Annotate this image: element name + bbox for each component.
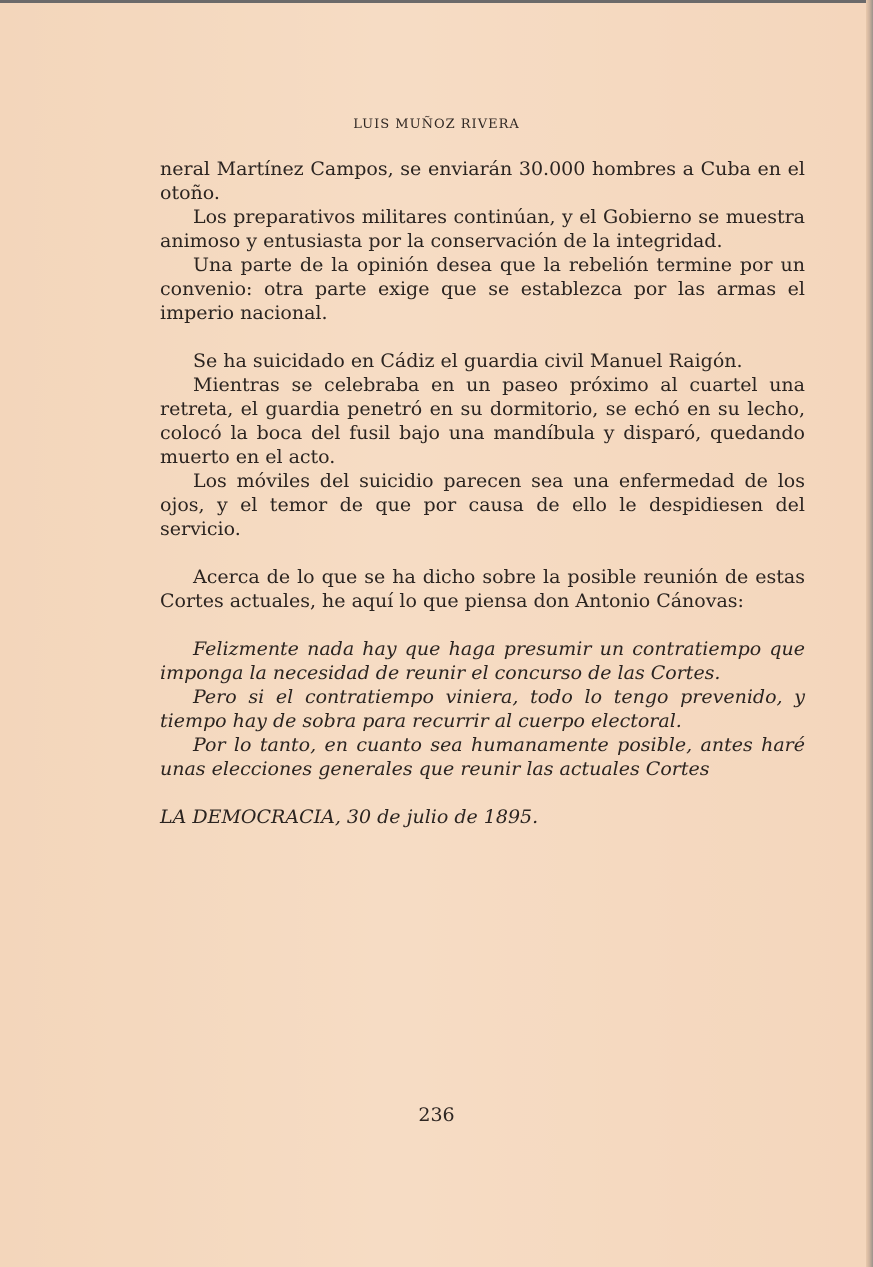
paragraph-7: Acerca de lo que se ha dicho sobre la posible reunión de estas Cortes actuales, he aquí lo que piensa don Antonio Cánovas: bbox=[160, 566, 805, 612]
paragraph-5: Mientras se celebraba en un paseo próximo al cuartel una retreta, el guardia penetró en su dormitorio, se echó en su lecho, colocó la boca del fusil bajo una mandíbula y disparó, quedando muerto en el acto. bbox=[160, 374, 805, 468]
paragraph-6: Los móviles del suicidio parecen sea una enfermedad de los ojos, y el temor de que por causa de ello le despidiesen del servicio. bbox=[160, 470, 805, 540]
scan-top-edge bbox=[0, 0, 873, 3]
section-gap bbox=[160, 781, 805, 805]
paragraph-4: Se ha suicidado en Cádiz el guardia civil Manuel Raigón. bbox=[193, 350, 743, 372]
paragraph-2: Los preparativos militares continúan, y el Gobierno se muestra animoso y entusiasta por la conservación de la integridad. bbox=[160, 206, 805, 252]
body-text bbox=[160, 157, 805, 829]
page-number: 236 bbox=[418, 1104, 455, 1126]
quote-paragraph-1: Felizmente nada hay que haga presumir un contratiempo que imponga la necesidad de reunir el concurso de las Cortes. bbox=[160, 638, 805, 684]
quote-paragraph-2: Pero si el contratiempo viniera, todo lo tengo prevenido, y tiempo hay de sobra para recurrir al cuerpo electoral. bbox=[160, 686, 805, 732]
section-gap bbox=[160, 613, 805, 637]
section-gap bbox=[160, 541, 805, 565]
section-gap bbox=[160, 325, 805, 349]
quote-paragraph-3: Por lo tanto, en cuanto sea humanamente posible, antes haré unas elecciones generales que reunir las actuales Cortes bbox=[160, 734, 805, 780]
scan-right-edge bbox=[866, 0, 873, 1267]
paragraph-3: Una parte de la opinión desea que la rebelión termine por un convenio: otra parte exige que se establezca por las armas el imperio nacional. bbox=[160, 254, 805, 324]
paragraph-1: neral Martínez Campos, se enviarán 30.000 hombres a Cuba en el otoño. bbox=[160, 158, 805, 204]
source-citation: LA DEMOCRACIA, 30 de julio de 1895. bbox=[160, 806, 539, 828]
running-header: LUIS MUÑOZ RIVERA bbox=[353, 117, 520, 132]
